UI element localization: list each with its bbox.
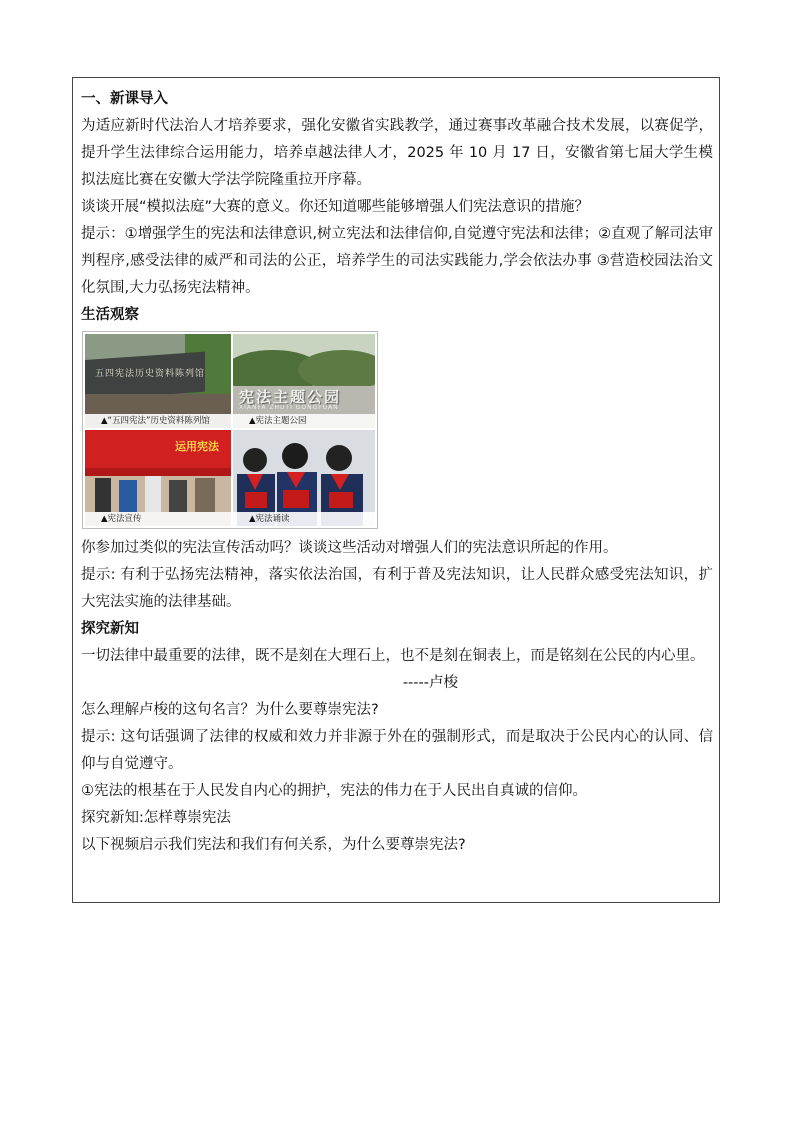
explore-question: 怎么理解卢梭的这句名言？为什么要尊崇宪法? bbox=[81, 702, 379, 718]
photo-caption: ▲宪法主题公园 bbox=[233, 414, 375, 428]
video-question: 以下视频启示我们宪法和我们有何关系，为什么要尊崇宪法? bbox=[81, 837, 466, 853]
park-sign-subtext: XIANFA ZHUTI GONGYUAN bbox=[239, 404, 339, 411]
section-heading-observation: 生活观察 bbox=[81, 307, 139, 323]
photo-recitation bbox=[233, 430, 375, 526]
photo-memorial-hall bbox=[85, 334, 231, 428]
lesson-content bbox=[81, 86, 713, 859]
lesson-table-cell bbox=[72, 77, 720, 903]
park-sign-text: 宪法主题公园 bbox=[239, 388, 342, 406]
explore-subheading: 探究新知:怎样尊崇宪法 bbox=[81, 810, 231, 826]
photo-caption: ▲宪法诵读 bbox=[233, 512, 375, 526]
memorial-sign-text: 五四宪法历史资料陈列馆 bbox=[95, 369, 206, 379]
rousseau-quote: 一切法律中最重要的法律，既不是刻在大理石上，也不是刻在铜表上，而是铭刻在公民的内心里。 bbox=[81, 648, 705, 664]
observation-hint: 提示: 有利于弘扬宪法精神，落实依法治国，有利于普及宪法知识，让人民群众感受宪法知识，扩大宪法实施的法律基础。 bbox=[81, 567, 713, 610]
photo-caption: ▲宪法宣传 bbox=[85, 512, 231, 526]
photo-theme-park bbox=[233, 334, 375, 428]
intro-hint: 提示：①增强学生的宪法和法律意识,树立宪法和法律信仰,自觉遵守宪法和法律；②直观了解司法审判程序,感受法律的威严和司法的公正，培养学生的司法实践能力,学会依法办事 ③营造校园法治文化氛围,大力弘扬宪法精神。 bbox=[81, 226, 713, 296]
section-heading-intro: 一、新课导入 bbox=[81, 91, 168, 107]
intro-question: 谈谈开展“模拟法庭”大赛的意义。你还知道哪些能够增强人们宪法意识的措施？ bbox=[81, 199, 590, 215]
photo-caption: ▲“五四宪法”历史资料陈列馆 bbox=[85, 414, 231, 428]
section-heading-explore: 探究新知 bbox=[81, 621, 139, 637]
publicity-banner-text: 运用宪法 bbox=[175, 440, 219, 453]
explore-point-1: ①宪法的根基在于人民发自内心的拥护，宪法的伟力在于人民出自真诚的信仰。 bbox=[81, 783, 587, 799]
observation-question: 你参加过类似的宪法宣传活动吗？谈谈这些活动对增强人们的宪法意识所起的作用。 bbox=[81, 540, 618, 556]
photo-publicity bbox=[85, 430, 231, 526]
intro-paragraph: 为适应新时代法治人才培养要求，强化安徽省实践教学，通过赛事改革融合技术发展，以赛促学，提升学生法律综合运用能力，培养卓越法律人才，2025 年 10 月 17 日，安徽省第七届大学生模拟法庭比赛在安徽大学法学院隆重拉开序幕。 bbox=[81, 118, 713, 188]
photo-collage bbox=[82, 331, 378, 529]
explore-hint: 提示: 这句话强调了法律的权威和效力并非源于外在的强制形式，而是取决于公民内心的认同、信仰与自觉遵守。 bbox=[81, 729, 713, 772]
quote-attribution: -----卢梭 bbox=[402, 675, 458, 691]
